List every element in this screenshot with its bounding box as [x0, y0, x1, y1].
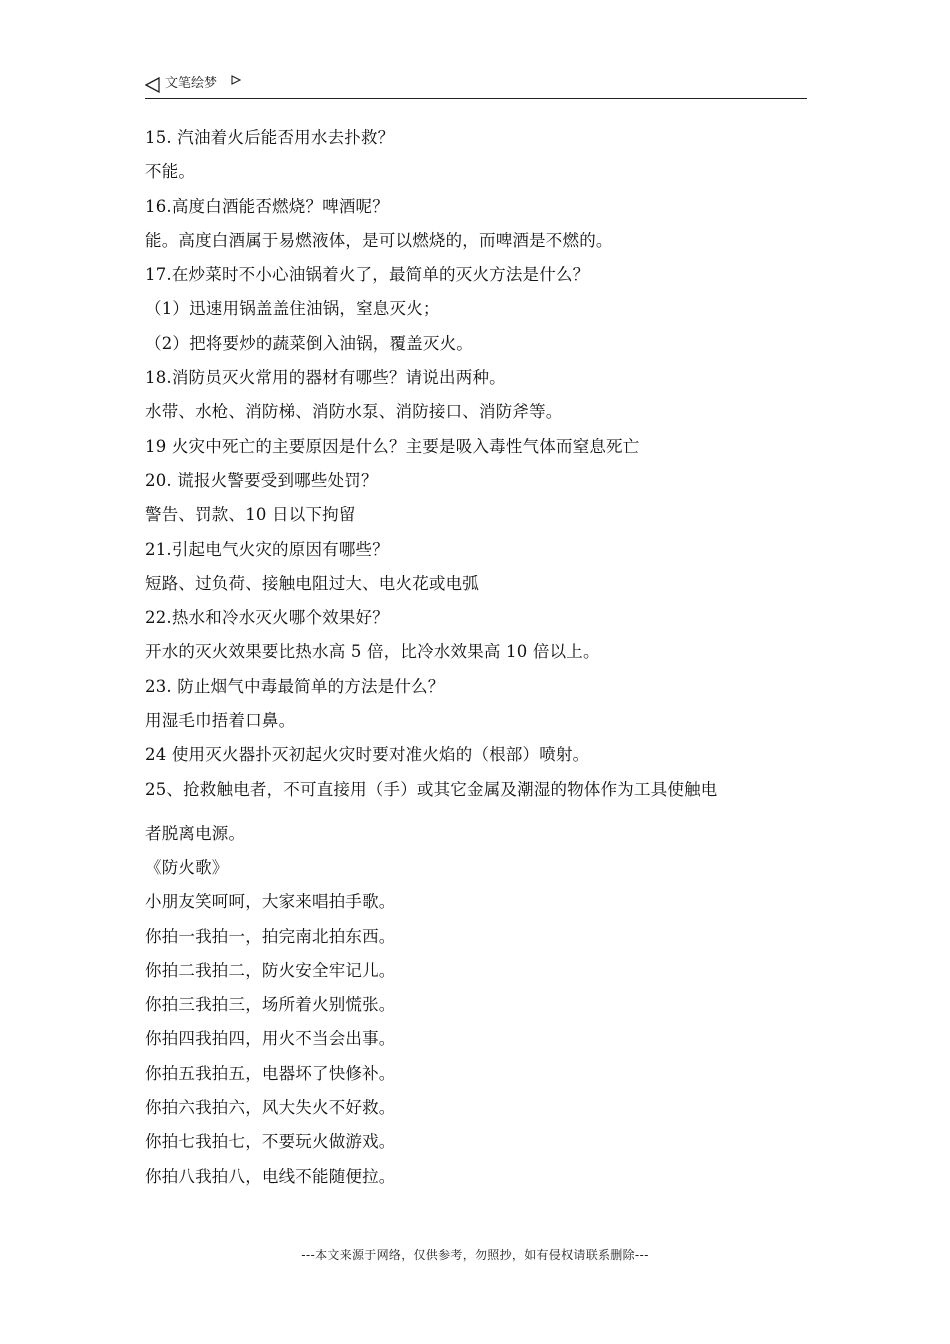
- text-line: 16.高度白酒能否燃烧？啤酒呢？: [145, 196, 389, 216]
- text-line: 25、抢救触电者，不可直接用（手）或其它金属及潮湿的物体作为工具使触电: [145, 779, 718, 799]
- song-title: 《防火歌》: [145, 857, 229, 877]
- triangle-left-icon: [145, 77, 161, 93]
- page-header: [145, 72, 807, 99]
- header-brand: 文笔绘梦: [165, 76, 218, 91]
- text-line: 18.消防员灭火常用的器材有哪些？请说出两种。: [145, 368, 506, 388]
- text-line: 21.引起电气火灾的原因有哪些？: [145, 539, 389, 559]
- song-line: 你拍八我拍八，电线不能随便拉。: [145, 1166, 396, 1186]
- text-line: 15. 汽油着火后能否用水去扑救？: [145, 128, 395, 147]
- text-line: 不能。: [145, 162, 196, 182]
- text-line: 24 使用灭火器扑灭初起火灾时要对准火焰的（根部）喷射。: [145, 745, 590, 765]
- text-line: 20. 谎报火警要受到哪些处罚？: [145, 470, 378, 490]
- text-line: 23. 防止烟气中毒最简单的方法是什么？: [145, 676, 445, 696]
- text-line: 17.在炒菜时不小心油锅着火了，最简单的灭火方法是什么？: [145, 265, 590, 285]
- text-line: 警告、罚款、10 日以下拘留: [145, 505, 356, 525]
- text-line: 短路、过负荷、接触电阻过大、电火花或电弧: [145, 573, 479, 593]
- text-line: 开水的灭火效果要比热水高 5 倍，比冷水效果高 10 倍以上。: [145, 642, 600, 662]
- text-line: 用湿毛巾捂着口鼻。: [145, 711, 296, 731]
- song-line: 你拍七我拍七，不要玩火做游戏。: [145, 1132, 396, 1152]
- song-line: 你拍一我拍一，拍完南北拍东西。: [145, 926, 396, 946]
- song-line: 你拍二我拍二，防火安全牢记儿。: [145, 960, 396, 980]
- text-line: 水带、水枪、消防梯、消防水泵、消防接口、消防斧等。: [145, 402, 563, 422]
- text-line: （2）把将要炒的蔬菜倒入油锅，覆盖灭火。: [145, 333, 473, 353]
- song-line: 你拍三我拍三，场所着火别慌张。: [145, 995, 396, 1015]
- text-line: （1）迅速用锅盖盖住油锅，窒息灭火；: [145, 299, 440, 319]
- triangle-right-icon: [231, 75, 241, 85]
- song-line: 你拍五我拍五，电器坏了快修补。: [145, 1063, 396, 1083]
- song-line: 你拍四我拍四，用火不当会出事。: [145, 1029, 396, 1049]
- text-line: 22.热水和冷水灭火哪个效果好？: [145, 608, 389, 628]
- text-line: 19 火灾中死亡的主要原因是什么？主要是吸入毒性气体而窒息死亡: [145, 436, 640, 456]
- text-line: 者脱离电源。: [145, 823, 246, 843]
- document-body: [145, 121, 815, 1194]
- song-line: 你拍六我拍六，风大失火不好救。: [145, 1098, 396, 1118]
- song-line: 小朋友笑呵呵，大家来唱拍手歌。: [145, 892, 396, 912]
- text-line: 能。高度白酒属于易燃液体，是可以燃烧的，而啤酒是不燃的。: [145, 230, 613, 250]
- footer-notice: ---本文来源于网络，仅供参考，勿照抄，如有侵权请联系删除---: [301, 1248, 649, 1262]
